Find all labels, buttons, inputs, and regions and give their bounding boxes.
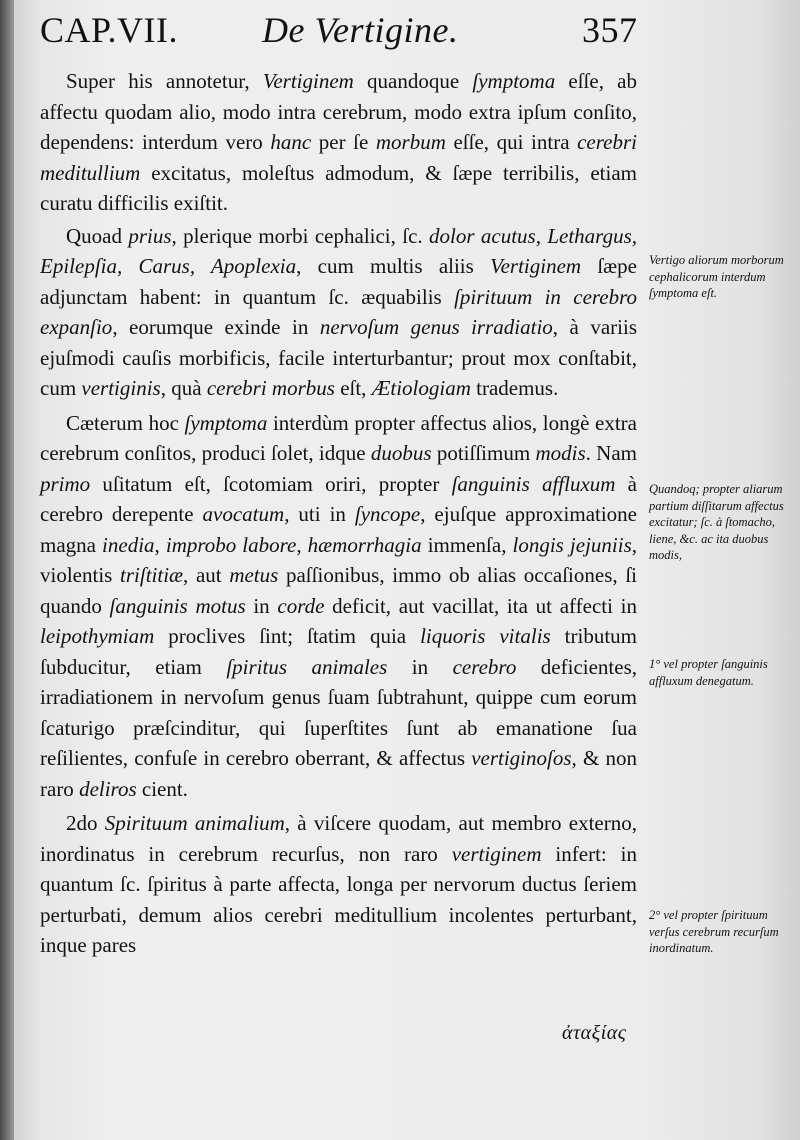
text-run: excitatus, moleſtus admodum, & ſæpe terribilis, etiam curatu difficilis exiſtit. — [40, 160, 637, 215]
text-run: Quoad — [66, 223, 129, 248]
text-run: , plerique morbi cephalici, ſc. — [171, 223, 430, 248]
italic-run: vertiginem — [451, 841, 542, 866]
text-run: deficit, aut vacillat, ita ut affecti in — [324, 593, 637, 618]
text-run: in — [387, 654, 453, 679]
running-title: De Vertigine. — [262, 10, 459, 50]
page-number: 357 — [582, 10, 638, 50]
italic-run: longis jejuniis — [512, 532, 632, 557]
text-run: tributum ſubducitur, etiam — [40, 624, 637, 679]
text-run: ſæpe adjunctam habent: in quantum ſc. æquabilis — [40, 254, 637, 309]
text-run: , & non raro — [40, 746, 637, 801]
italic-run: ſymptoma — [184, 410, 268, 435]
italic-run: corde — [277, 593, 325, 618]
italic-run: primo — [40, 471, 91, 496]
text-run: paſſionibus, immo ob alias occaſiones, ſi quando — [40, 563, 637, 618]
text-run: immenſa, — [421, 532, 513, 557]
text-run: Super his annotetur, — [66, 69, 263, 93]
italic-run: nervoſum genus irradiatio — [319, 315, 553, 339]
text-run: , quà — [160, 376, 207, 400]
italic-run: inedia — [102, 532, 155, 557]
italic-run: morbum — [375, 130, 446, 154]
italic-run: hæmorrhagia — [307, 532, 422, 557]
text-run: potiſſimum — [431, 441, 536, 465]
italic-run: ſanguinis affluxum — [451, 471, 616, 496]
italic-run: vertiginoſos — [471, 746, 572, 770]
italic-run: cerebro — [452, 654, 517, 679]
text-run: in — [245, 593, 278, 618]
italic-run: prius — [128, 223, 172, 248]
italic-run: Spirituum animalium — [104, 811, 285, 835]
text-run: , cum multis aliis — [296, 254, 491, 278]
paragraph — [40, 408, 637, 805]
italic-run: Vertiginem — [490, 254, 582, 278]
marginal-note: Vertigo aliorum morborum cephalicorum interdum ſymptoma eſt. — [649, 253, 784, 300]
italic-run: triſtitiæ — [120, 563, 184, 587]
text-run: eſt, — [334, 376, 372, 400]
text-run: per ſe — [311, 130, 376, 154]
text-run: , violentis — [40, 532, 637, 587]
text-run: eſſe, ab affectu quodam alio, modo intra cerebrum, modo extra ipſum conſito, dependens: interdum vero — [40, 69, 637, 154]
paragraph — [40, 808, 637, 961]
italic-run: ſpirituum in cerebro expanſio — [40, 284, 638, 339]
text-run: 2do — [66, 811, 105, 835]
italic-run: Vertiginem — [262, 69, 354, 93]
catchword: ἀταξίας — [562, 1022, 627, 1044]
italic-run: cerebri morbus — [206, 376, 335, 400]
italic-run: cerebri meditullium — [40, 130, 637, 185]
text-run: , — [296, 532, 308, 557]
main-text — [40, 66, 637, 961]
paragraph — [40, 221, 637, 404]
text-run: infert: in quantum ſc. ſpiritus à parte affecta, longa per nervorum ductus ſeriem perturbati, demum alios cerebri meditullium incolentes perturbant, inque pares — [40, 841, 637, 957]
text-run: , eorumque exinde in — [112, 315, 320, 339]
italic-run: ſanguinis motus — [109, 593, 246, 618]
text-run: interdùm propter affectus alios, longè extra cerebrum conſitos, produci ſolet, idque — [40, 410, 637, 465]
marginal-note: 2° vel propter ſpirituum verſus cerebrum recurſum inordinatum. — [649, 908, 779, 955]
text-run: à cerebro derepente — [40, 471, 638, 526]
italic-run: deliros — [79, 776, 137, 801]
text-run: trademus. — [470, 376, 559, 400]
italic-run: ſpiritus animales — [226, 654, 388, 679]
text-run: , — [154, 532, 166, 557]
text-run: . Nam — [585, 441, 637, 465]
text-run: eſſe, qui intra — [445, 130, 578, 154]
text-run: , aut — [183, 563, 230, 587]
text-run: deficientes, irradiationem in nervoſum genus ſuam ſubtrahunt, quippe cum eorum ſcaturigo præſcinditur, qui ſuperſtites ſunt ab emanatione ſua reſilientes, confuſe in cerebro oberrant, & affectus — [40, 654, 637, 770]
italic-run: vertiginis — [81, 376, 161, 400]
text-run: , uti in — [284, 502, 355, 526]
italic-run: metus — [229, 563, 279, 587]
text-run: , ejuſque approximatione magna — [40, 502, 638, 557]
italic-run: leipothymiam — [40, 624, 155, 648]
marginal-note: Quandoq; propter aliarum partium diſſitarum affectus excitatur; ſc. à ſtomacho, liene, &c. ac ita duobus modis, — [649, 482, 784, 562]
italic-run: hanc — [270, 130, 312, 154]
italic-run: duobus — [370, 441, 432, 465]
chapter-heading: CAP.VII. — [40, 10, 179, 50]
text-run: quandoque — [353, 69, 473, 93]
text-run: proclives ſint; ſtatim quia — [154, 624, 421, 648]
text-run: Cæterum hoc — [66, 410, 185, 435]
italic-run: improbo labore — [165, 532, 297, 557]
text-run: cient. — [136, 776, 188, 801]
text-run: , à variis ejuſmodi cauſis morbificis, facile interturbantur; prout mox conſtabit, cum — [40, 315, 638, 400]
italic-run: avocatum — [202, 502, 285, 526]
marginal-note: 1° vel propter ſanguinis affluxum denegatum. — [649, 657, 768, 688]
italic-run: dolor acutus, Lethargus, Epilepſia, Carus, Apoplexia — [40, 223, 637, 278]
italic-run: Ætiologiam — [371, 376, 471, 400]
italic-run: liquoris vitalis — [420, 624, 551, 648]
italic-run: ſyncope — [354, 502, 421, 526]
text-run: , à viſcere quodam, aut membro externo, inordinatus in cerebrum recurſus, non raro — [40, 811, 637, 866]
paragraph — [40, 66, 637, 219]
italic-run: modis — [535, 441, 586, 465]
italic-run: ſymptoma — [472, 69, 556, 93]
text-run: uſitatum eſt, ſcotomiam oriri, propter — [90, 471, 452, 496]
